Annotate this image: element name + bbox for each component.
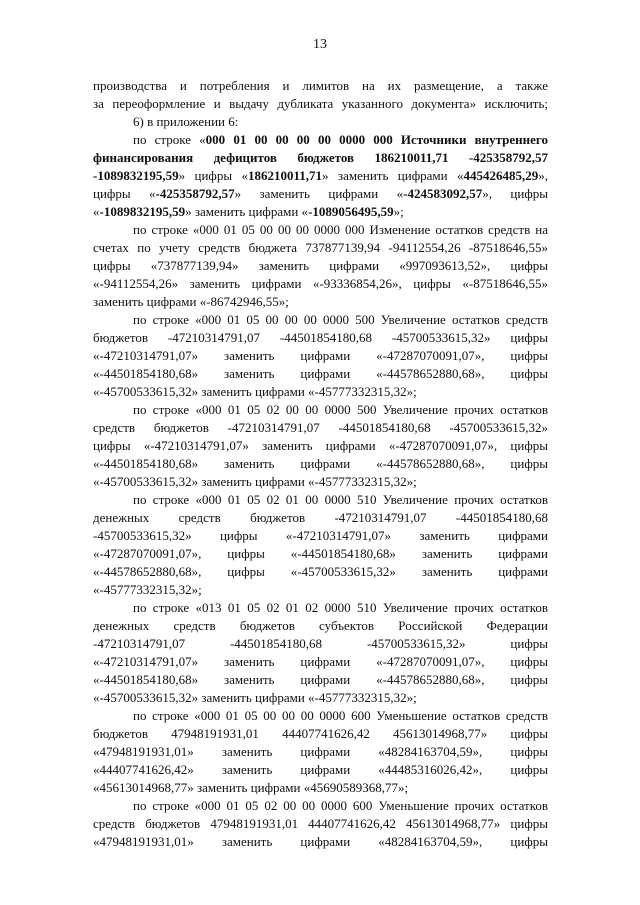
text-line: средств бюджетов -47210314791,07 -44501854180,68 -45700533615,32»	[93, 420, 548, 435]
text-line: «-44578652880,68», цифры «-45700533615,32» заменить цифрами	[93, 564, 548, 579]
text-line: денежных средств бюджетов субъектов Российской Федерации	[93, 618, 548, 633]
text-line: цифры «-425358792,57» заменить цифрами «-424583092,57», цифры	[93, 186, 548, 201]
text-line: «-45700533615,32» заменить цифрами «-45777332315,32»;	[93, 690, 417, 705]
text-line: «-47210314791,07» заменить цифрами «-47287070091,07», цифры	[93, 654, 548, 669]
text-line: «44407741626,42» заменить цифрами «44485316026,42», цифры	[93, 762, 548, 777]
text-line: «-47210314791,07» заменить цифрами «-47287070091,07», цифры	[93, 348, 548, 363]
text-line: «-44501854180,68» заменить цифрами «-44578652880,68», цифры	[93, 456, 548, 471]
text-line: по строке «000 01 05 00 00 00 0000 000 Изменение остатков средств на	[133, 222, 548, 237]
text-line: 6) в приложении 6:	[133, 114, 239, 129]
text-line: заменить цифрами «-86742946,55»;	[93, 294, 289, 309]
text-line: «47948191931,01» заменить цифрами «48284163704,59», цифры	[93, 744, 548, 759]
text-line: «-1089832195,59» заменить цифрами «-1089056495,59»;	[93, 204, 404, 219]
text-line: производства и потребления и лимитов на их размещение, а также	[93, 78, 548, 93]
text-line: бюджетов 47948191931,01 44407741626,42 45613014968,77» цифры	[93, 726, 548, 741]
text-line: счетах по учету средств бюджета 737877139,94 -94112554,26 -87518646,55»	[93, 240, 548, 255]
text-line: финансирования дефицитов бюджетов 186210011,71 -425358792,57	[93, 150, 548, 165]
text-line: «-45777332315,32»;	[93, 582, 202, 597]
text-line: «-45700533615,32» заменить цифрами «-45777332315,32»;	[93, 474, 417, 489]
page-number: 13	[313, 37, 327, 52]
text-line: -47210314791,07 -44501854180,68 -45700533615,32» цифры	[93, 636, 548, 651]
text-line: по строке «000 01 05 00 00 00 0000 600 Уменьшение остатков средств	[133, 708, 548, 723]
text-line: по строке «000 01 05 02 01 00 0000 510 Увеличение прочих остатков	[133, 492, 548, 507]
text-line: по строке «000 01 05 00 00 00 0000 500 Увеличение остатков средств	[133, 312, 548, 327]
text-line: -45700533615,32» цифры «-47210314791,07» заменить цифрами	[93, 528, 548, 543]
text-line: денежных средств бюджетов -47210314791,07 -44501854180,68	[93, 510, 548, 525]
text-line: цифры «737877139,94» заменить цифрами «997093613,52», цифры	[93, 258, 548, 273]
text-line: по строке «013 01 05 02 01 02 0000 510 Увеличение прочих остатков	[133, 600, 548, 615]
text-line: «-45700533615,32» заменить цифрами «-45777332315,32»;	[93, 384, 417, 399]
text-line: «47948191931,01» заменить цифрами «48284163704,59», цифры	[93, 834, 548, 849]
text-line: -1089832195,59» цифры «186210011,71» заменить цифрами «445426485,29»,	[93, 168, 549, 183]
text-line: средств бюджетов 47948191931,01 44407741626,42 45613014968,77» цифры	[93, 816, 548, 831]
text-line: «-94112554,26» заменить цифрами «-93336854,26», цифры «-87518646,55»	[93, 276, 548, 291]
text-line: «45613014968,77» заменить цифрами «45690589368,77»;	[93, 780, 409, 795]
text-line: бюджетов -47210314791,07 -44501854180,68 -45700533615,32» цифры	[93, 330, 548, 345]
text-line: цифры «-47210314791,07» заменить цифрами «-47287070091,07», цифры	[93, 438, 548, 453]
text-line: по строке «000 01 05 02 00 00 0000 500 Увеличение прочих остатков	[133, 402, 548, 417]
text-line: «-47287070091,07», цифры «-44501854180,68» заменить цифрами	[93, 546, 548, 561]
text-line: за переоформление и выдачу дубликата указанного документа» исключить;	[93, 96, 548, 111]
text-line: по строке «000 01 05 02 00 00 0000 600 Уменьшение прочих остатков	[133, 798, 548, 813]
text-line: «-44501854180,68» заменить цифрами «-44578652880,68», цифры	[93, 672, 548, 687]
text-line: «-44501854180,68» заменить цифрами «-44578652880,68», цифры	[93, 366, 548, 381]
text-line: по строке «000 01 00 00 00 00 0000 000 Источники внутреннего	[133, 132, 548, 147]
